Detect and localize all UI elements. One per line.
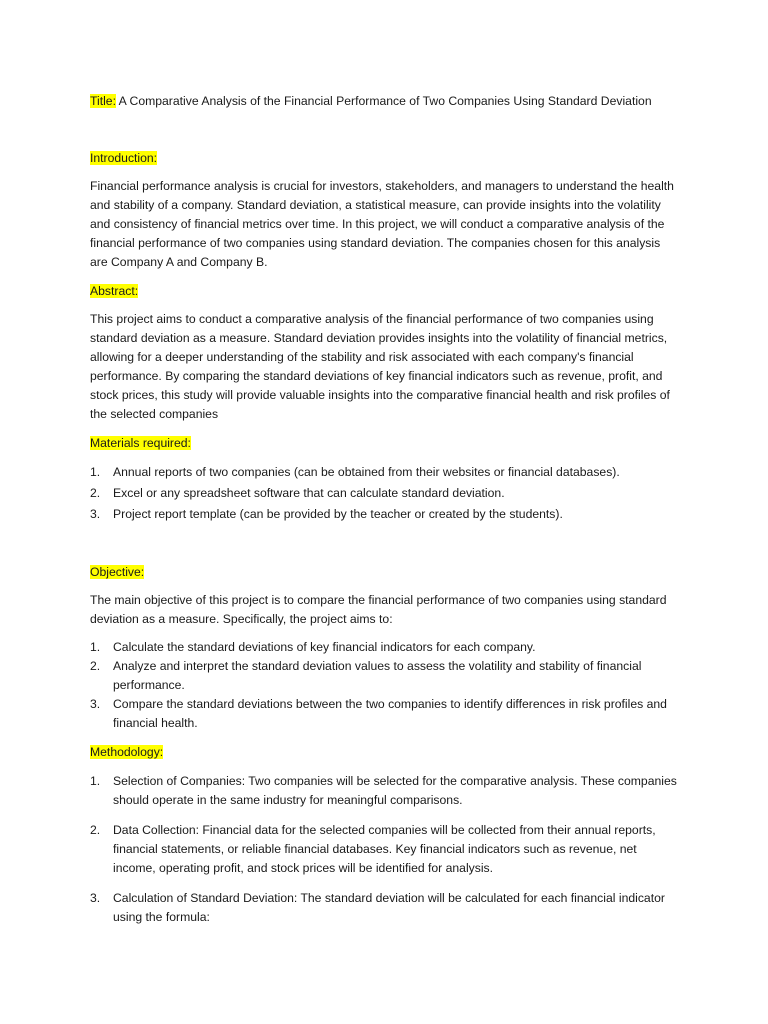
list-number: 1. bbox=[90, 640, 101, 654]
list-number: 3. bbox=[90, 891, 101, 905]
list-item-text: Annual reports of two companies (can be obtained from their websites or financial databases). bbox=[113, 465, 620, 479]
list-item bbox=[90, 505, 680, 524]
introduction-heading bbox=[90, 149, 680, 168]
list-number: 2. bbox=[90, 659, 101, 673]
list-item-text: Analyze and interpret the standard deviation values to assess the volatility and stability of financial performance. bbox=[113, 659, 642, 692]
list-number: 2. bbox=[90, 823, 101, 837]
list-number: 1. bbox=[90, 774, 101, 788]
objective-list bbox=[90, 638, 680, 733]
methodology-heading bbox=[90, 743, 680, 762]
list-number: 1. bbox=[90, 465, 101, 479]
materials-list bbox=[90, 463, 680, 524]
abstract-body: This project aims to conduct a comparative analysis of the financial performance of two companies using standard deviation as a measure. Standard deviation provides insights into the volatility of financial metrics, allowing for a deeper understanding of the stability and risk associated with each company's financial performance. By comparing the standard deviations of key financial indicators such as revenue, profit, and stock prices, this study will provide valuable insights into the comparative financial health and risk profiles of the selected companies bbox=[90, 312, 670, 421]
list-item-text: Compare the standard deviations between the two companies to identify differences in risk profiles and financial health. bbox=[113, 697, 667, 730]
title-label: Title: bbox=[90, 94, 116, 108]
list-number: 2. bbox=[90, 486, 101, 500]
list-item-text: Calculate the standard deviations of key financial indicators for each company. bbox=[113, 640, 536, 654]
list-item-text: Data Collection: Financial data for the selected companies will be collected from their annual reports, financial statements, or reliable financial databases. Key financial indicators such as revenue, net income, operating profit, and stock prices will be identified for analysis. bbox=[113, 823, 656, 875]
objective-heading-text: Objective: bbox=[90, 565, 145, 579]
introduction-body: Financial performance analysis is crucial for investors, stakeholders, and managers to understand the health and stability of a company. Standard deviation, a statistical measure, can provide insights into the volatility and consistency of financial metrics over time. In this project, we will conduct a comparative analysis of the financial performance of two companies using standard deviation. The companies chosen for this analysis are Company A and Company B. bbox=[90, 179, 674, 269]
methodology-heading-text: Methodology: bbox=[90, 745, 164, 759]
methodology-list bbox=[90, 772, 680, 927]
list-item bbox=[90, 889, 680, 927]
abstract-heading bbox=[90, 282, 680, 301]
objective-body: The main objective of this project is to compare the financial performance of two companies using standard deviation as a measure. Specifically, the project aims to: bbox=[90, 593, 667, 626]
document-page bbox=[90, 92, 680, 927]
materials-heading-text: Materials required: bbox=[90, 436, 191, 450]
objective-heading bbox=[90, 563, 680, 582]
title-text: A Comparative Analysis of the Financial Performance of Two Companies Using Standard Deviation bbox=[115, 94, 652, 108]
list-item bbox=[90, 772, 680, 810]
list-number: 3. bbox=[90, 507, 101, 521]
list-item bbox=[90, 638, 680, 657]
abstract-heading-text: Abstract: bbox=[90, 284, 139, 298]
list-item bbox=[90, 695, 680, 733]
list-item bbox=[90, 484, 680, 503]
list-item bbox=[90, 821, 680, 878]
list-item-text: Excel or any spreadsheet software that can calculate standard deviation. bbox=[113, 486, 505, 500]
list-item bbox=[90, 463, 680, 482]
list-item bbox=[90, 657, 680, 695]
materials-heading bbox=[90, 434, 680, 453]
document-title bbox=[90, 92, 680, 111]
list-number: 3. bbox=[90, 697, 101, 711]
list-item-text: Calculation of Standard Deviation: The standard deviation will be calculated for each financial indicator using the formula: bbox=[113, 891, 665, 924]
introduction-heading-text: Introduction: bbox=[90, 151, 158, 165]
list-item-text: Project report template (can be provided by the teacher or created by the students). bbox=[113, 507, 563, 521]
list-item-text: Selection of Companies: Two companies will be selected for the comparative analysis. These companies should operate in the same industry for meaningful comparisons. bbox=[113, 774, 677, 807]
